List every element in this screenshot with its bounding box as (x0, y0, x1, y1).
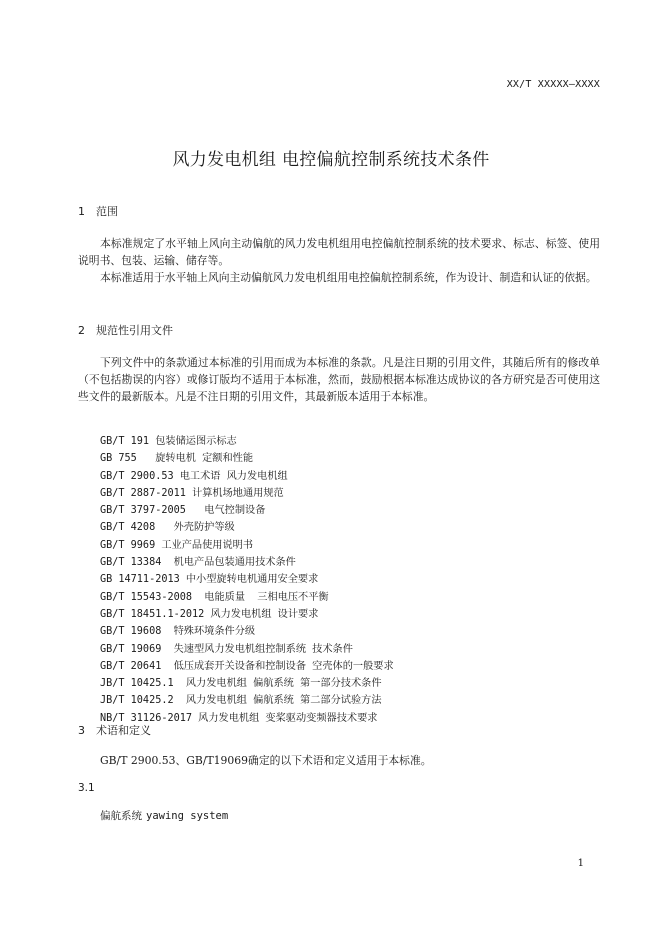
reference-item: GB/T 2900.53 电工术语 风力发电机组 (100, 470, 288, 482)
term-entry (100, 808, 228, 823)
standard-code: XX/T XXXXX—XXXX (506, 79, 600, 90)
reference-item: GB/T 18451.1-2012 风力发电机组 设计要求 (100, 608, 319, 620)
scope-paragraph-1: 本标准规定了水平轴上风向主动偏航的风力发电机组用电控偏航控制系统的技术要求、标志、标签、使用说明书、包装、运输、储存等。 (78, 237, 600, 267)
term-chinese: 偏航系统 (100, 810, 142, 822)
subsection-number: 3.1 (78, 782, 95, 794)
reference-list (100, 433, 394, 727)
reference-item: GB 14711-2013 中小型旋转电机通用安全要求 (100, 574, 319, 586)
section-2-number: 2 (78, 324, 85, 337)
section-3-title: 术语和定义 (96, 724, 151, 737)
section-2-heading (78, 322, 173, 338)
reference-item: GB 755 旋转电机 定额和性能 (100, 453, 254, 465)
reference-item: JB/T 10425.1 风力发电机组 偏航系统 第一部分技术条件 (100, 678, 382, 690)
reference-item: NB/T 31126-2017 风力发电机组 变桨驱动变频器技术要求 (100, 712, 378, 724)
page-number: 1 (577, 858, 584, 869)
reference-item: GB/T 20641 低压成套开关设备和控制设备 空壳体的一般要求 (100, 660, 394, 672)
reference-item: GB/T 15543-2008 电能质量 三相电压不平衡 (100, 591, 329, 603)
document-title: 风力发电机组 电控偏航控制系统技术条件 (172, 150, 490, 170)
reference-item: GB/T 191 包装储运图示标志 (100, 436, 237, 447)
term-english: yawing system (146, 810, 229, 822)
section-1-number: 1 (78, 205, 85, 218)
scope-paragraph-2: 本标准适用于水平轴上风向主动偏航风力发电机组用电控偏航控制系统，作为设计、制造和认证的依据。 (100, 271, 597, 284)
reference-item: GB/T 9969 工业产品使用说明书 (100, 539, 254, 551)
reference-item: GB/T 4208 外壳防护等级 (100, 522, 235, 534)
reference-item: GB/T 13384 机电产品包装通用技术条件 (100, 557, 296, 569)
section-3-heading (78, 722, 151, 738)
reference-item: GB/T 2887-2011 计算机场地通用规范 (100, 487, 284, 499)
normative-intro: 下列文件中的条款通过本标准的引用而成为本标准的条款。凡是注日期的引用文件，其随后所有的修改单（不包括勘误的内容）或修订版均不适用于本标准，然而，鼓励根据本标准达成协议的各方研究是否可使用这些文件的最新版本。凡是不注日期的引用文件，其最新版本适用于本标准。 (78, 356, 600, 403)
reference-item: GB/T 19608 特殊环境条件分级 (100, 626, 256, 638)
section-1-title: 范围 (96, 205, 118, 218)
section-3-number: 3 (78, 724, 85, 737)
reference-item: GB/T 3797-2005 电气控制设备 (100, 505, 266, 517)
section-2-title: 规范性引用文件 (96, 324, 173, 337)
section-1-heading (78, 203, 118, 219)
terms-intro: GB/T 2900.53、GB/T19069确定的以下术语和定义适用于本标准。 (100, 754, 432, 767)
reference-item: JB/T 10425.2 风力发电机组 偏航系统 第二部分试验方法 (100, 695, 382, 707)
reference-item: GB/T 19069 失速型风力发电机组控制系统 技术条件 (100, 643, 353, 655)
